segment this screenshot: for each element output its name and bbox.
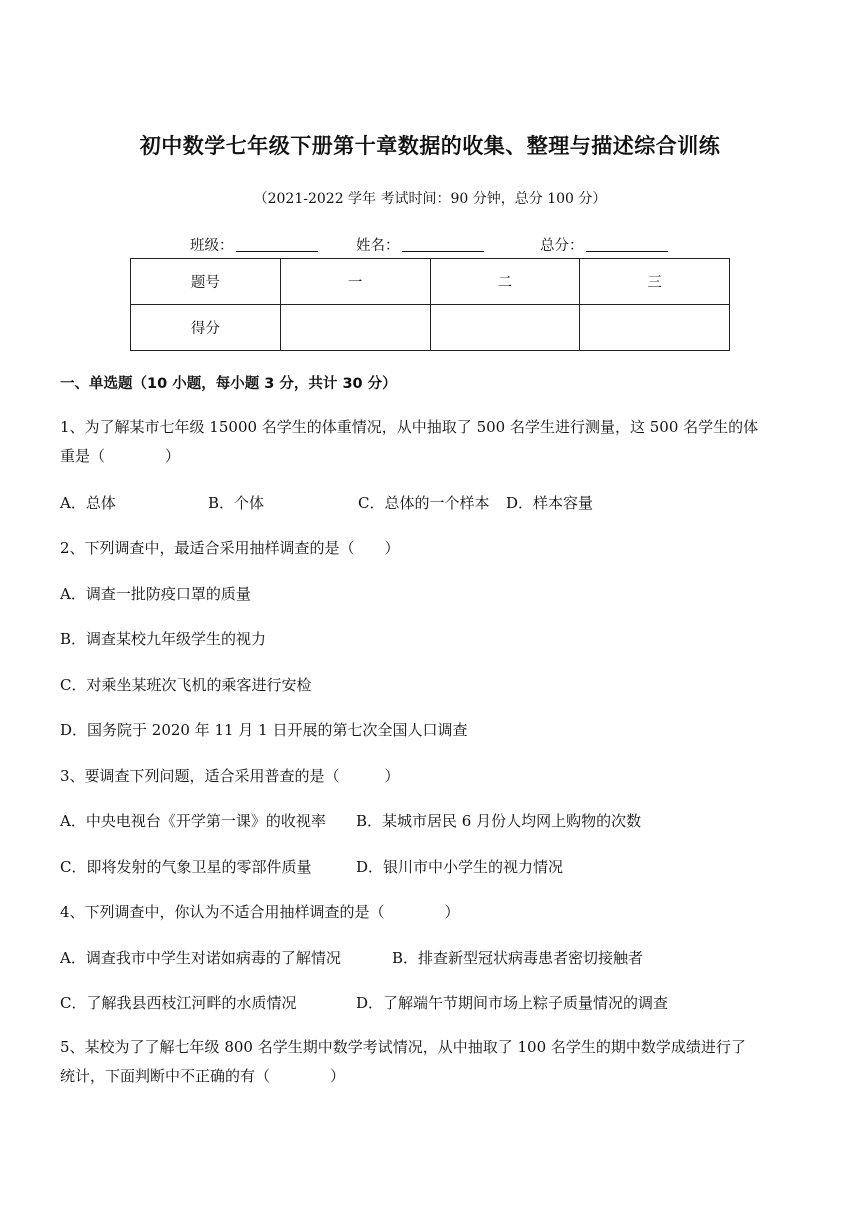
score-cell-3[interactable] xyxy=(580,305,730,351)
question-3-option-d: D．银川市中小学生的视力情况 xyxy=(356,858,564,876)
score-table-col-2: 二 xyxy=(430,259,580,305)
total-blank[interactable] xyxy=(586,237,668,252)
score-table-row-label: 得分 xyxy=(131,305,281,351)
question-3-option-c: C．即将发射的气象卫星的零部件质量 xyxy=(60,858,312,876)
class-label: 班级： xyxy=(190,238,234,254)
score-cell-2[interactable] xyxy=(430,305,580,351)
question-5-line-2: 统计，下面判断中不正确的有（ ） xyxy=(60,1067,346,1085)
question-1-option-a: A．总体 xyxy=(60,494,116,512)
class-blank[interactable] xyxy=(236,237,318,252)
score-table-col-3: 三 xyxy=(580,259,730,305)
section-heading: 一、单选题（10 小题，每小题 3 分，共计 30 分） xyxy=(60,376,397,392)
score-table-col-1: 一 xyxy=(280,259,430,305)
question-1-line-1: 1、为了解某市七年级 15000 名学生的体重情况，从中抽取了 500 名学生进行测量，这 500 名学生的体 xyxy=(60,418,759,436)
score-table-header-row xyxy=(131,259,730,305)
question-2-option-b: B．调查某校九年级学生的视力 xyxy=(60,630,267,648)
question-1-line-2: 重是（ ） xyxy=(60,447,181,465)
score-table-score-row xyxy=(131,305,730,351)
question-2: 2、下列调查中，最适合采用抽样调查的是（ ） xyxy=(60,539,400,557)
question-5-line-1: 5、某校为了了解七年级 800 名学生期中数学考试情况，从中抽取了 100 名学生的期中数学成绩进行了 xyxy=(60,1038,746,1056)
question-1-option-d: D．样本容量 xyxy=(506,494,594,512)
question-5 xyxy=(60,1033,800,1091)
name-blank[interactable] xyxy=(402,237,484,252)
score-table xyxy=(130,258,730,351)
exam-subtitle: （2021-2022 学年 考试时间：90 分钟，总分 100 分） xyxy=(253,191,607,207)
score-cell-1[interactable] xyxy=(280,305,430,351)
question-3: 3、要调查下列问题，适合采用普查的是（ ） xyxy=(60,767,400,785)
question-4-option-c: C．了解我县西枝江河畔的水质情况 xyxy=(60,994,297,1012)
question-2-option-a: A．调查一批防疫口罩的质量 xyxy=(60,585,251,603)
name-field xyxy=(356,234,484,255)
question-3-option-b: B．某城市居民 6 月份人均网上购物的次数 xyxy=(356,812,642,830)
question-1-option-b: B．个体 xyxy=(208,494,265,512)
class-field xyxy=(190,234,318,255)
question-2-option-c: C．对乘坐某班次飞机的乘客进行安检 xyxy=(60,676,312,694)
question-4: 4、下列调查中，你认为不适合用抽样调查的是（ ） xyxy=(60,903,460,921)
question-1 xyxy=(60,413,800,471)
question-4-option-a: A．调查我市中学生对诺如病毒的了解情况 xyxy=(60,949,341,967)
question-2-option-d: D．国务院于 2020 年 11 月 1 日开展的第七次全国人口调查 xyxy=(60,721,468,739)
question-4-option-b: B．排查新型冠状病毒患者密切接触者 xyxy=(392,949,644,967)
question-3-option-a: A．中央电视台《开学第一课》的收视率 xyxy=(60,812,326,830)
question-1-option-c: C．总体的一个样本 xyxy=(358,494,490,512)
score-table-row-label: 题号 xyxy=(131,259,281,305)
total-label: 总分： xyxy=(540,238,584,254)
name-label: 姓名： xyxy=(356,238,400,254)
total-field xyxy=(540,234,668,255)
question-4-option-d: D．了解端午节期间市场上粽子质量情况的调查 xyxy=(356,994,669,1012)
page-title: 初中数学七年级下册第十章数据的收集、整理与描述综合训练 xyxy=(139,134,721,158)
